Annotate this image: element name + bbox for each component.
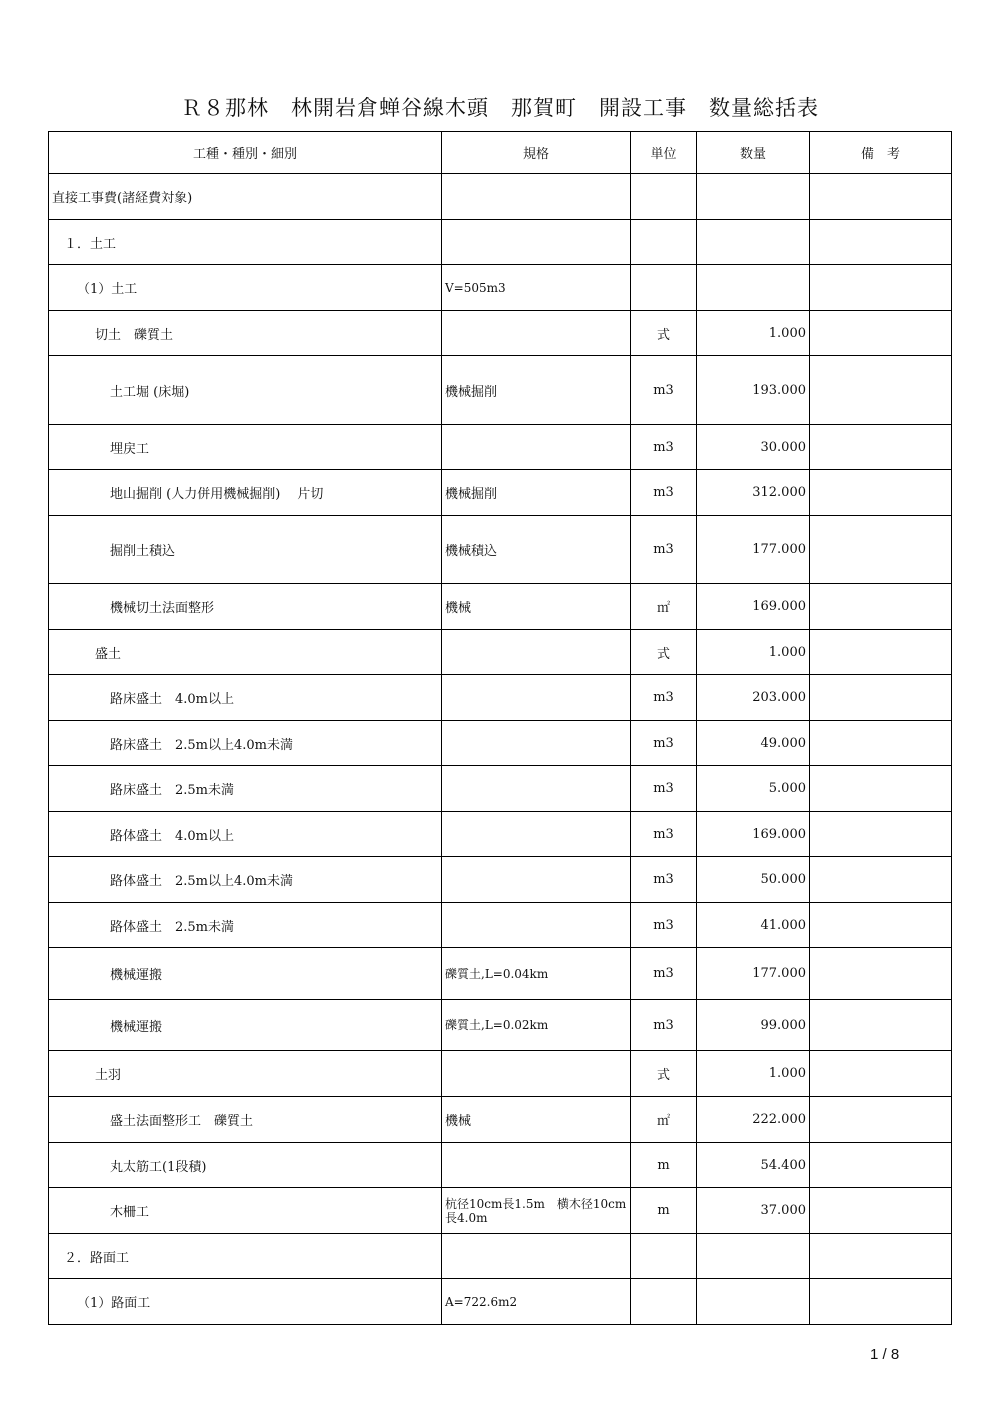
row-remarks — [810, 220, 952, 265]
row-unit — [631, 1279, 697, 1325]
row-spec: 機械掘削 — [442, 356, 631, 425]
row-name: 路床盛土 2.5m以上4.0m未満 — [49, 721, 442, 766]
row-quantity — [697, 265, 810, 311]
row-unit: m3 — [631, 903, 697, 948]
table-row — [49, 1051, 952, 1097]
row-spec: 機械積込 — [442, 516, 631, 584]
row-remarks — [810, 857, 952, 903]
row-unit: ㎡ — [631, 584, 697, 630]
table-row — [49, 516, 952, 584]
row-spec — [442, 1051, 631, 1097]
row-remarks — [810, 584, 952, 630]
row-remarks — [810, 425, 952, 470]
row-unit: m3 — [631, 470, 697, 516]
row-quantity: 169.000 — [697, 584, 810, 630]
row-unit: m — [631, 1143, 697, 1188]
row-quantity — [697, 1234, 810, 1279]
table-row — [49, 265, 952, 311]
row-remarks — [810, 516, 952, 584]
row-remarks — [810, 470, 952, 516]
row-remarks — [810, 1097, 952, 1143]
row-name: （1）土工 — [49, 265, 442, 311]
row-remarks — [810, 1279, 952, 1325]
table-row — [49, 1097, 952, 1143]
page-number: 1 / 8 — [870, 1346, 900, 1363]
row-remarks — [810, 311, 952, 356]
row-unit: ㎡ — [631, 1097, 697, 1143]
table-row — [49, 675, 952, 721]
row-quantity: 177.000 — [697, 948, 810, 1000]
row-remarks — [810, 265, 952, 311]
row-spec: 礫質土,L=0.02km — [442, 1000, 631, 1051]
table-row — [49, 1188, 952, 1234]
row-unit: m3 — [631, 721, 697, 766]
row-unit — [631, 1234, 697, 1279]
row-name: 直接工事費(諸経費対象) — [49, 174, 442, 220]
row-spec: V=505m3 — [442, 265, 631, 311]
row-spec: 杭径10cm長1.5m 横木径10cm長4.0m — [442, 1188, 631, 1234]
table-header-row — [49, 132, 952, 174]
row-name: 機械切土法面整形 — [49, 584, 442, 630]
row-spec — [442, 174, 631, 220]
row-unit — [631, 174, 697, 220]
table-row — [49, 311, 952, 356]
row-spec — [442, 425, 631, 470]
row-name: 路体盛土 2.5m以上4.0m未満 — [49, 857, 442, 903]
table-row — [49, 766, 952, 812]
header-work-type: 工種・種別・細別 — [49, 132, 442, 174]
row-spec: 機械 — [442, 1097, 631, 1143]
row-name: 盛土法面整形工 礫質土 — [49, 1097, 442, 1143]
row-remarks — [810, 630, 952, 675]
table-row — [49, 948, 952, 1000]
row-quantity — [697, 220, 810, 265]
row-remarks — [810, 1234, 952, 1279]
table-row — [49, 356, 952, 425]
row-name: １．土工 — [49, 220, 442, 265]
row-name: 地山掘削 (人力併用機械掘削) 片切 — [49, 470, 442, 516]
row-remarks — [810, 721, 952, 766]
row-quantity — [697, 174, 810, 220]
row-spec — [442, 630, 631, 675]
row-quantity: 1.000 — [697, 311, 810, 356]
row-spec — [442, 721, 631, 766]
row-remarks — [810, 1051, 952, 1097]
row-quantity: 50.000 — [697, 857, 810, 903]
row-quantity: 49.000 — [697, 721, 810, 766]
row-remarks — [810, 948, 952, 1000]
row-name: 丸太筋工(1段積) — [49, 1143, 442, 1188]
row-remarks — [810, 766, 952, 812]
table-row — [49, 903, 952, 948]
row-quantity: 41.000 — [697, 903, 810, 948]
row-name: 埋戻工 — [49, 425, 442, 470]
row-remarks — [810, 1000, 952, 1051]
row-spec — [442, 1143, 631, 1188]
row-name: （1）路面工 — [49, 1279, 442, 1325]
row-name: 土工堀 (床堀) — [49, 356, 442, 425]
row-unit: 式 — [631, 1051, 697, 1097]
row-spec — [442, 766, 631, 812]
table-row — [49, 1143, 952, 1188]
row-name: 切土 礫質土 — [49, 311, 442, 356]
table-row — [49, 174, 952, 220]
row-quantity: 169.000 — [697, 812, 810, 857]
row-spec: A=722.6m2 — [442, 1279, 631, 1325]
table-row — [49, 1234, 952, 1279]
row-quantity: 222.000 — [697, 1097, 810, 1143]
row-quantity: 203.000 — [697, 675, 810, 721]
row-spec — [442, 857, 631, 903]
row-spec — [442, 220, 631, 265]
row-spec — [442, 311, 631, 356]
row-remarks — [810, 1188, 952, 1234]
row-unit: m3 — [631, 675, 697, 721]
row-unit: m3 — [631, 516, 697, 584]
table-row — [49, 1279, 952, 1325]
row-name: 路体盛土 2.5m未満 — [49, 903, 442, 948]
header-spec: 規格 — [442, 132, 631, 174]
row-unit: 式 — [631, 630, 697, 675]
row-name: 路床盛土 4.0m以上 — [49, 675, 442, 721]
row-unit: m — [631, 1188, 697, 1234]
row-name: 機械運搬 — [49, 1000, 442, 1051]
row-unit — [631, 220, 697, 265]
table-row — [49, 721, 952, 766]
row-name: 機械運搬 — [49, 948, 442, 1000]
row-unit: m3 — [631, 766, 697, 812]
table-row — [49, 630, 952, 675]
row-remarks — [810, 356, 952, 425]
row-name: 掘削土積込 — [49, 516, 442, 584]
row-remarks — [810, 675, 952, 721]
row-name: ２．路面工 — [49, 1234, 442, 1279]
row-quantity — [697, 1279, 810, 1325]
header-remarks: 備 考 — [810, 132, 952, 174]
row-spec — [442, 812, 631, 857]
header-unit: 単位 — [631, 132, 697, 174]
row-spec: 礫質土,L=0.04km — [442, 948, 631, 1000]
table-row — [49, 584, 952, 630]
row-name: 路床盛土 2.5m未満 — [49, 766, 442, 812]
row-quantity: 37.000 — [697, 1188, 810, 1234]
row-name: 木柵工 — [49, 1188, 442, 1234]
row-unit: m3 — [631, 812, 697, 857]
header-quantity: 数量 — [697, 132, 810, 174]
row-remarks — [810, 812, 952, 857]
table-row — [49, 220, 952, 265]
quantity-summary-table — [48, 131, 952, 1325]
table-row — [49, 857, 952, 903]
row-quantity: 99.000 — [697, 1000, 810, 1051]
row-spec: 機械掘削 — [442, 470, 631, 516]
row-remarks — [810, 1143, 952, 1188]
page-title: Ｒ８那林 林開岩倉蝉谷線木頭 那賀町 開設工事 数量総括表 — [181, 96, 819, 120]
row-unit — [631, 265, 697, 311]
row-unit: 式 — [631, 311, 697, 356]
table-row — [49, 812, 952, 857]
row-spec — [442, 675, 631, 721]
table-row — [49, 425, 952, 470]
row-unit: m3 — [631, 356, 697, 425]
row-spec — [442, 903, 631, 948]
row-unit: m3 — [631, 857, 697, 903]
row-quantity: 312.000 — [697, 470, 810, 516]
row-quantity: 54.400 — [697, 1143, 810, 1188]
row-name: 土羽 — [49, 1051, 442, 1097]
row-unit: m3 — [631, 425, 697, 470]
row-quantity: 1.000 — [697, 630, 810, 675]
table-row — [49, 1000, 952, 1051]
row-quantity: 1.000 — [697, 1051, 810, 1097]
row-quantity: 193.000 — [697, 356, 810, 425]
row-unit: m3 — [631, 948, 697, 1000]
row-quantity: 30.000 — [697, 425, 810, 470]
row-remarks — [810, 903, 952, 948]
row-unit: m3 — [631, 1000, 697, 1051]
row-name: 盛土 — [49, 630, 442, 675]
row-spec: 機械 — [442, 584, 631, 630]
row-remarks — [810, 174, 952, 220]
row-name: 路体盛土 4.0m以上 — [49, 812, 442, 857]
row-spec — [442, 1234, 631, 1279]
row-quantity: 177.000 — [697, 516, 810, 584]
table-row — [49, 470, 952, 516]
row-quantity: 5.000 — [697, 766, 810, 812]
